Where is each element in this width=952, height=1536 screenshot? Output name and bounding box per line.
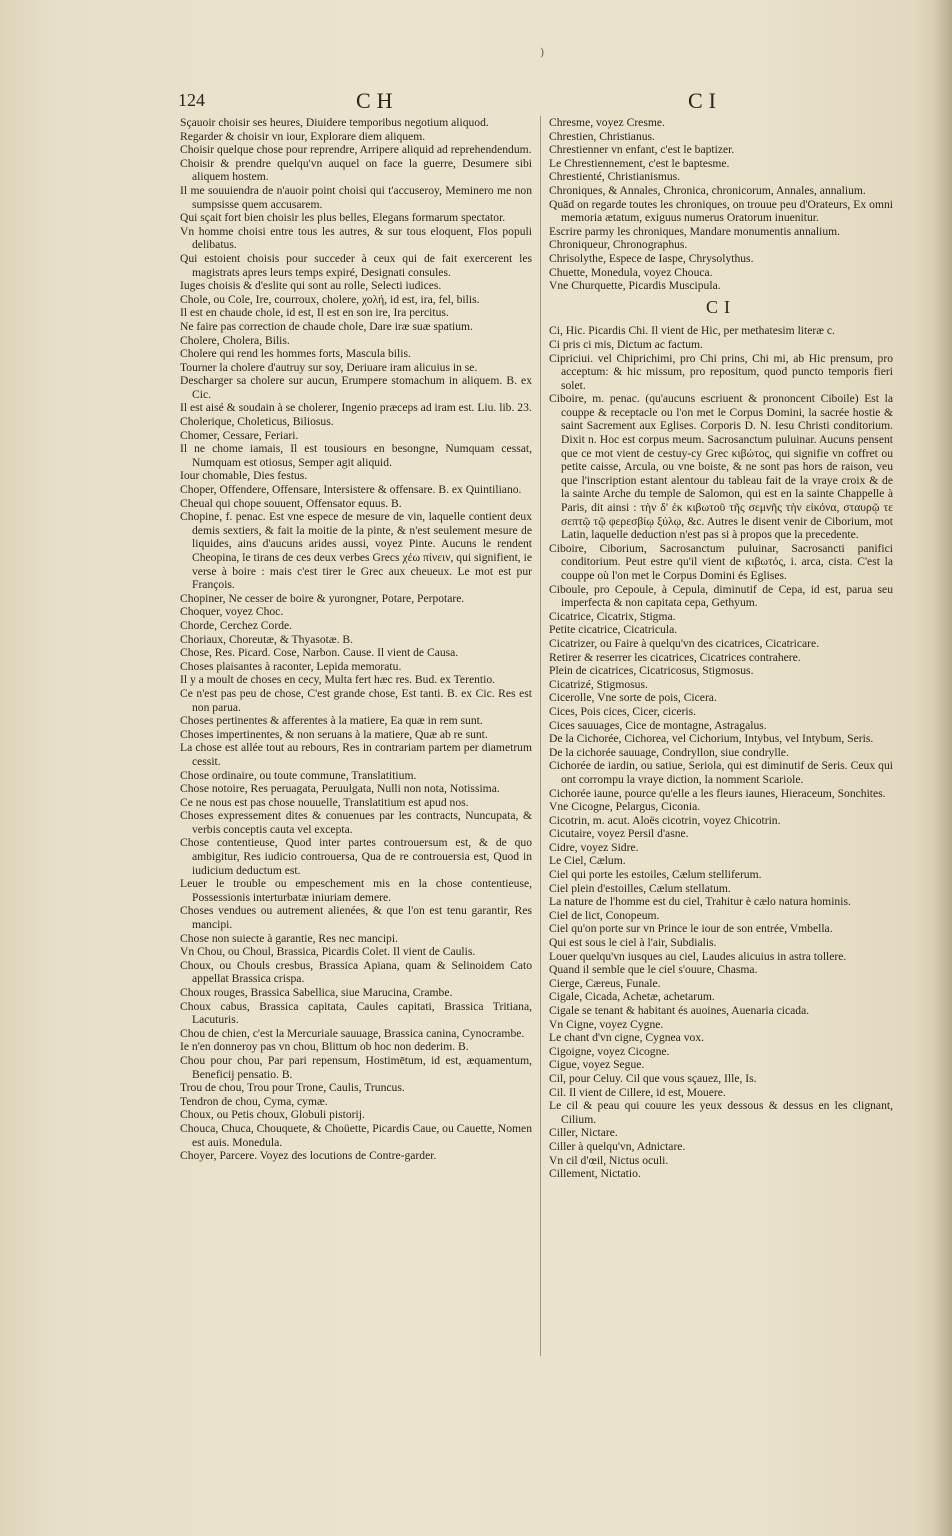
dictionary-entry: Cipriciui. vel Chiprichimi, pro Chi prins, Chi mi, ab Hic prensum, pro acceptum: & hic missum, pro repositum, quod puncto temporis fieri solet.: [549, 351, 893, 392]
dictionary-entry: Chose contentieuse, Quod inter partes controuersum est, & de quo ambigitur, Res iudicio controuersa, Qua de re controuersia est, Quod in iudicium deductum est.: [180, 836, 532, 877]
dictionary-entry: Chomer, Cessare, Feriari.: [180, 428, 299, 442]
dictionary-entry: Vn Cigne, voyez Cygne.: [549, 1017, 664, 1031]
dictionary-entry: Choper, Offendere, Offensare, Intersistere & offensare. B. ex Quintiliano.: [180, 483, 522, 497]
left-column: [180, 116, 532, 1356]
column-rule: [540, 116, 541, 1356]
dictionary-entry: Ciboule, pro Cepoule, à Cepula, diminutif de Cepa, id est, parua seu imperfecta & non capitata cepa, Gethyum.: [549, 582, 893, 610]
dictionary-entry: Cicatrizé, Stigmosus.: [549, 677, 648, 691]
dictionary-entry: Cil. Il vient de Cillere, id est, Mouere.: [549, 1085, 726, 1099]
dictionary-entry: Descharger sa cholere sur aucun, Erumpere stomachum in aliquem. B. ex Cic.: [180, 374, 532, 401]
right-running-head: CI: [688, 88, 722, 113]
dictionary-entry: Vne Churquette, Picardis Muscipula.: [549, 279, 721, 293]
section-heading-ci: CI: [706, 296, 736, 317]
dictionary-entry: Le Ciel, Cælum.: [549, 854, 626, 868]
dictionary-entry: Il ne chome iamais, Il est tousiours en besongne, Numquam cessat, Numquam est otiosus, Semper agit aliquid.: [180, 442, 532, 469]
dictionary-entry: La nature de l'homme est du ciel, Trahitur è cælo natura hominis.: [549, 895, 851, 909]
dictionary-entry: Chroniqueur, Chronographus.: [549, 238, 688, 252]
page-number: 124: [178, 90, 205, 110]
dictionary-entry: Ce ne nous est pas chose nouuelle, Translatitium est apud nos.: [180, 795, 469, 809]
dictionary-entry: Choriaux, Choreutæ, & Thyasotæ. B.: [180, 632, 354, 646]
dictionary-entry: Vn Chou, ou Choul, Brassica, Picardis Colet. Il vient de Caulis.: [180, 945, 476, 959]
dictionary-entry: Il me souuiendra de n'auoir point choisi qui t'accuseroy, Meminero me non sumpsisse quem accusarem.: [180, 183, 532, 211]
dictionary-entry: Iuges choisis & d'eslite qui sont au rolle, Selecti iudices.: [180, 279, 442, 293]
dictionary-entry: Ciller, Nictare.: [549, 1126, 618, 1140]
dictionary-entry: Louer quelqu'vn iusques au ciel, Laudes alicuius in astra tollere.: [549, 949, 847, 963]
dictionary-entry: Cichorée de iardin, ou satiue, Seriola, qui est diminutif de Seris. Ceux qui ont corrompu la vraye diction, la nomment Scariole.: [549, 759, 893, 786]
dictionary-entry: Le chant d'vn cigne, Cygnea vox.: [549, 1031, 705, 1045]
dictionary-entry: Cicutaire, voyez Persil d'asne.: [549, 827, 689, 841]
dictionary-entry: Cigale, Cicada, Achetæ, achetarum.: [549, 990, 715, 1004]
dictionary-entry: Choux cabus, Brassica capitata, Caules capitati, Brassica Tritiana, Lacuturis.: [180, 999, 532, 1027]
dictionary-entry: Cheual qui chope souuent, Offensator equus. B.: [180, 496, 402, 510]
dictionary-entry: Il est en chaude chole, id est, Il est en son ire, Ira percitus.: [180, 306, 449, 320]
dictionary-entry: Ciller à quelqu'vn, Adnictare.: [549, 1139, 686, 1153]
dictionary-entry: Il y a moult de choses en cecy, Multa fert hæc res. Bud. ex Terentio.: [180, 673, 496, 687]
dictionary-entry: De la cichorée sauuage, Condryllon, siue condrylle.: [549, 745, 789, 759]
dictionary-entry: Cigoigne, voyez Cicogne.: [549, 1044, 670, 1058]
dictionary-entry: Chose notoire, Res peruagata, Peruulgata, Nulli non nota, Notissima.: [180, 782, 500, 796]
dictionary-entry: Vn cil d'œil, Nictus oculi.: [549, 1153, 669, 1167]
dictionary-entry: Tendron de chou, Cyma, cymæ.: [180, 1094, 328, 1108]
dictionary-entry: Choses expressement dites & conuenues par les contracts, Nuncupata, & verbis conceptis cauta vel excepta.: [180, 809, 532, 836]
running-header: [178, 88, 898, 118]
dictionary-entry: Petite cicatrice, Cicatricula.: [549, 623, 678, 637]
dictionary-entry: Chrestien, Christianus.: [549, 129, 655, 143]
dictionary-entry: Choquer, voyez Choc.: [180, 605, 284, 619]
dictionary-entry: Chou pour chou, Par pari repensum, Hostimētum, id est, æquamentum, Beneficij pensatio. B.: [180, 1053, 532, 1081]
dictionary-entry: Choses plaisantes à raconter, Lepida memoratu.: [180, 659, 402, 673]
dictionary-entry: Cholere, Cholera, Bilis.: [180, 333, 290, 347]
dictionary-entry: Leuer le trouble ou empeschement mis en la chose contentieuse, Possessionis interturbatæ iniuriam demere.: [180, 877, 532, 904]
right-column: [549, 116, 893, 1356]
dictionary-entry: Chopine, f. penac. Est vne espece de mesure de vin, laquelle contient deux demis sextiers, & fait la moitie de la pinte, & n'est seulement mesure de liquides, ains d'aucuns arides aussi, voyez Pinte. Aucuns le rendent Cheopina, le tirans de ces deux verbes Grecs χέω πίνειν, qui signifient, ie verse à boire : mais c'est tirer le Grec aux cheueux. Le mot est pur François.: [180, 510, 532, 592]
dictionary-entry: Chou de chien, c'est la Mercuriale sauuage, Brassica canina, Cynocrambe.: [180, 1026, 525, 1040]
dictionary-entry: Ci, Hic. Picardis Chi. Il vient de Hic, per methatesim literæ c.: [549, 324, 835, 338]
dictionary-entry: Le Chrestiennement, c'est le baptesme.: [549, 156, 730, 170]
dictionary-entry: Trou de chou, Trou pour Trone, Caulis, Truncus.: [180, 1081, 405, 1095]
dictionary-entry: Iour chomable, Dies festus.: [180, 469, 308, 483]
margin-mark: ): [540, 46, 545, 59]
dictionary-entry: Il est aisé & soudain à se cholerer, Ingenio præceps ad iram est. Liu. lib. 23.: [180, 401, 532, 415]
right-column-bottom: [549, 324, 893, 1180]
dictionary-entry: Ne faire pas correction de chaude chole, Dare iræ suæ spatium.: [180, 319, 473, 333]
dictionary-entry: Choux rouges, Brassica Sabellica, siue Marucina, Crambe.: [180, 986, 453, 999]
dictionary-entry: Cicatrice, Cicatrix, Stigma.: [549, 609, 676, 623]
dictionary-entry: Cicatrizer, ou Faire à quelqu'vn des cicatrices, Cicatricare.: [549, 636, 820, 650]
dictionary-entry: Cillement, Nictatio.: [549, 1167, 641, 1181]
dictionary-entry: Choisir & prendre quelqu'vn auquel on face la guerre, Desumere sibi aliquem hostem.: [180, 156, 532, 184]
dictionary-entry: Choux, ou Chouls cresbus, Brassica Apiana, quam & Selinoidem Cato appellat Brassica crispa.: [180, 958, 532, 986]
dictionary-entry: Cigue, voyez Segue.: [549, 1058, 645, 1072]
dictionary-entry: Retirer & reserrer les cicatrices, Cicatrices contrahere.: [549, 650, 801, 664]
dictionary-entry: Chopiner, Ne cesser de boire & yurongner, Potare, Perpotare.: [180, 591, 465, 605]
dictionary-entry: Chose, Res. Picard. Cose, Narbon. Cause. Il vient de Causa.: [180, 646, 459, 660]
dictionary-entry: Ciboire, m. penac. (qu'aucuns escriuent & prononcent Ciboile) Est la couppe & receptacle ou l'on met le Corpus Domini, la sacrée hostie & saint Sacrement aux Eglises. Corporis D. N. Iesu Christi conditorium. Dixit n. Hoc est corpus meum. Sacrosanctum puluinar. Aucuns pensent que ce mot vient de cestuy-cy Grec κιβώτος, qui signifie vn coffret ou petite caisse, Arcula, ou vne boiste, & ne sont pas hors de raison, veu que l'inscription estant alentour du tableau fait de la vraye croix & de la sainte Arche du temple de Salomon, qui est en la sainte Chappelle à Paris, dit ainsi : τὴν δ' ἐκ κιβωτοῦ τῆς σεμνῆς τὴν εἰκόνα, σταυρῷ τε σεπτῷ τῷ φερεσβίῳ ξύλῳ, &c. Autres le disent venir de Ciborium, mot Latin, laquelle deduction n'est pas si à propos que la precedente.: [549, 392, 893, 542]
dictionary-entry: Cholerique, Choleticus, Biliosus.: [180, 415, 334, 429]
dictionary-entry: Cigale se tenant & habitant és auoines, Auenaria cicada.: [549, 1004, 810, 1017]
dictionary-entry: Cil, pour Celuy. Cil que vous sçauez, Ille, Is.: [549, 1071, 757, 1085]
dictionary-entry: Sçauoir choisir ses heures, Diuidere temporibus negotium aliquod.: [180, 116, 489, 129]
dictionary-entry: Chresme, voyez Cresme.: [549, 116, 665, 129]
dictionary-entry: Chorde, Cerchez Corde.: [180, 618, 293, 632]
dictionary-entry: Chroniques, & Annales, Chronica, chronicorum, Annales, annalium.: [549, 183, 866, 197]
dictionary-entry: Choses pertinentes & afferentes à la matiere, Ea quæ in rem sunt.: [180, 714, 483, 728]
dictionary-entry: Ciel qu'on porte sur vn Prince le iour de son entrée, Vmbella.: [549, 922, 833, 936]
dictionary-entry: Le cil & peau qui couure les yeux dessous & dessus en les clignant, Cilium.: [549, 1099, 893, 1126]
dictionary-entry: Choses vendues ou autrement alienées, & que l'on est tenu garantir, Res mancipi.: [180, 904, 532, 932]
dictionary-entry: Choyer, Parcere. Voyez des locutions de Contre-garder.: [180, 1149, 437, 1163]
dictionary-entry: Choses impertinentes, & non seruans à la matiere, Quæ ab re sunt.: [180, 727, 488, 741]
dictionary-entry: Chrestienner vn enfant, c'est le baptizer.: [549, 143, 735, 157]
dictionary-entry: Escrire parmy les chroniques, Mandare monumentis annalium.: [549, 224, 841, 238]
dictionary-entry: Regarder & choisir vn iour, Explorare diem aliquem.: [180, 129, 426, 143]
dictionary-entry: Tourner la cholere d'autruy sur soy, Deriuare iram alicuius in se.: [180, 360, 478, 374]
dictionary-entry: Cichorée iaune, pource qu'elle a les fleurs iaunes, Hieraceum, Sonchites.: [549, 786, 886, 800]
dictionary-entry: Cices, Pois cices, Cicer, ciceris.: [549, 704, 696, 718]
dictionary-entry: Vn homme choisi entre tous les autres, & sur tous eloquent, Flos populi delibatus.: [180, 224, 532, 252]
dictionary-entry: Quād on regarde toutes les chroniques, on trouue peu d'Orateurs, Ex omni memoria ætatum, exiguus numerus Oratorum inuenitur.: [549, 197, 893, 225]
left-running-head: CH: [356, 88, 399, 113]
dictionary-entry: Chuette, Monedula, voyez Chouca.: [549, 265, 713, 279]
dictionary-entry: Cierge, Cæreus, Funale.: [549, 976, 661, 990]
dictionary-entry: Ciel de lict, Conopeum.: [549, 908, 660, 922]
dictionary-entry: Chrestienté, Christianismus.: [549, 170, 681, 184]
dictionary-entry: Chouca, Chuca, Chouquete, & Choüette, Picardis Caue, ou Cauette, Nomen est auis. Monedula.: [180, 1121, 532, 1149]
dictionary-entry: Ie n'en donneroy pas vn chou, Blittum ob hoc non dederim. B.: [180, 1040, 469, 1054]
page-edge-shadow: [934, 0, 952, 1536]
dictionary-entry: Plein de cicatrices, Cicatricosus, Stigmosus.: [549, 664, 754, 678]
dictionary-entry: Choux, ou Petis choux, Globuli pistorij.: [180, 1108, 365, 1122]
dictionary-entry: Qui est sous le ciel à l'air, Subdialis.: [549, 936, 717, 950]
dictionary-entry: Chole, ou Cole, Ire, courroux, cholere, χολή, id est, ira, fel, bilis.: [180, 292, 480, 306]
dictionary-entry: Ciboire, Ciborium, Sacrosanctum puluinar, Sacrosancti panifici conditorium. Peut estre qu'il vient de κιβωτός, i. arca, cista. C'est la couppe où l'on met le Corpus Domini és Eglises.: [549, 541, 893, 582]
dictionary-entry: Cholere qui rend les hommes forts, Mascula bilis.: [180, 347, 411, 361]
dictionary-entry: La chose est allée tout au rebours, Res in contrariam partem per diametrum cessit.: [180, 741, 532, 768]
dictionary-entry: Cices sauuages, Cice de montagne, Astragalus.: [549, 718, 767, 732]
dictionary-entry: Qui sçait fort bien choisir les plus belles, Elegans formarum spectator.: [180, 211, 506, 225]
dictionary-entry: Cicerolle, Vne sorte de pois, Cicera.: [549, 691, 717, 705]
dictionary-entry: Chose ordinaire, ou toute commune, Translatitium.: [180, 768, 417, 782]
dictionary-entry: Qui estoient choisis pour succeder à ceux qui de fait exercerent les magistrats apres leurs temps expiré, Designati consules.: [180, 251, 532, 279]
dictionary-entry: Vne Cicogne, Pelargus, Ciconia.: [549, 800, 701, 814]
dictionary-entry: Chrisolythe, Espece de Iaspe, Chrysolythus.: [549, 251, 754, 265]
dictionary-entry: Quand il semble que le ciel s'ouure, Chasma.: [549, 963, 758, 977]
dictionary-entry: De la Cichorée, Cichorea, vel Cichorium, Intybus, vel Intybum, Seris.: [549, 732, 874, 746]
right-column-top: [549, 116, 893, 293]
dictionary-entry: Ciel qui porte les estoiles, Cælum stelliferum.: [549, 868, 762, 882]
dictionary-entry: Choisir quelque chose pour reprendre, Arripere aliquid ad reprehendendum.: [180, 143, 532, 157]
dictionary-entry: Chose non suiecte à garantie, Res nec mancipi.: [180, 931, 398, 945]
dictionary-entry: Ce n'est pas peu de chose, C'est grande chose, Est tanti. B. ex Cic. Res est non parua.: [180, 686, 532, 714]
dictionary-entry: Cidre, voyez Sidre.: [549, 840, 639, 854]
dictionary-entry: Ciel plein d'estoilles, Cælum stellatum.: [549, 881, 731, 895]
dictionary-entry: Ci pris ci mis, Dictum ac factum.: [549, 337, 703, 351]
dictionary-entry: Cicotrin, m. acut. Aloës cicotrin, voyez Chicotrin.: [549, 813, 781, 827]
